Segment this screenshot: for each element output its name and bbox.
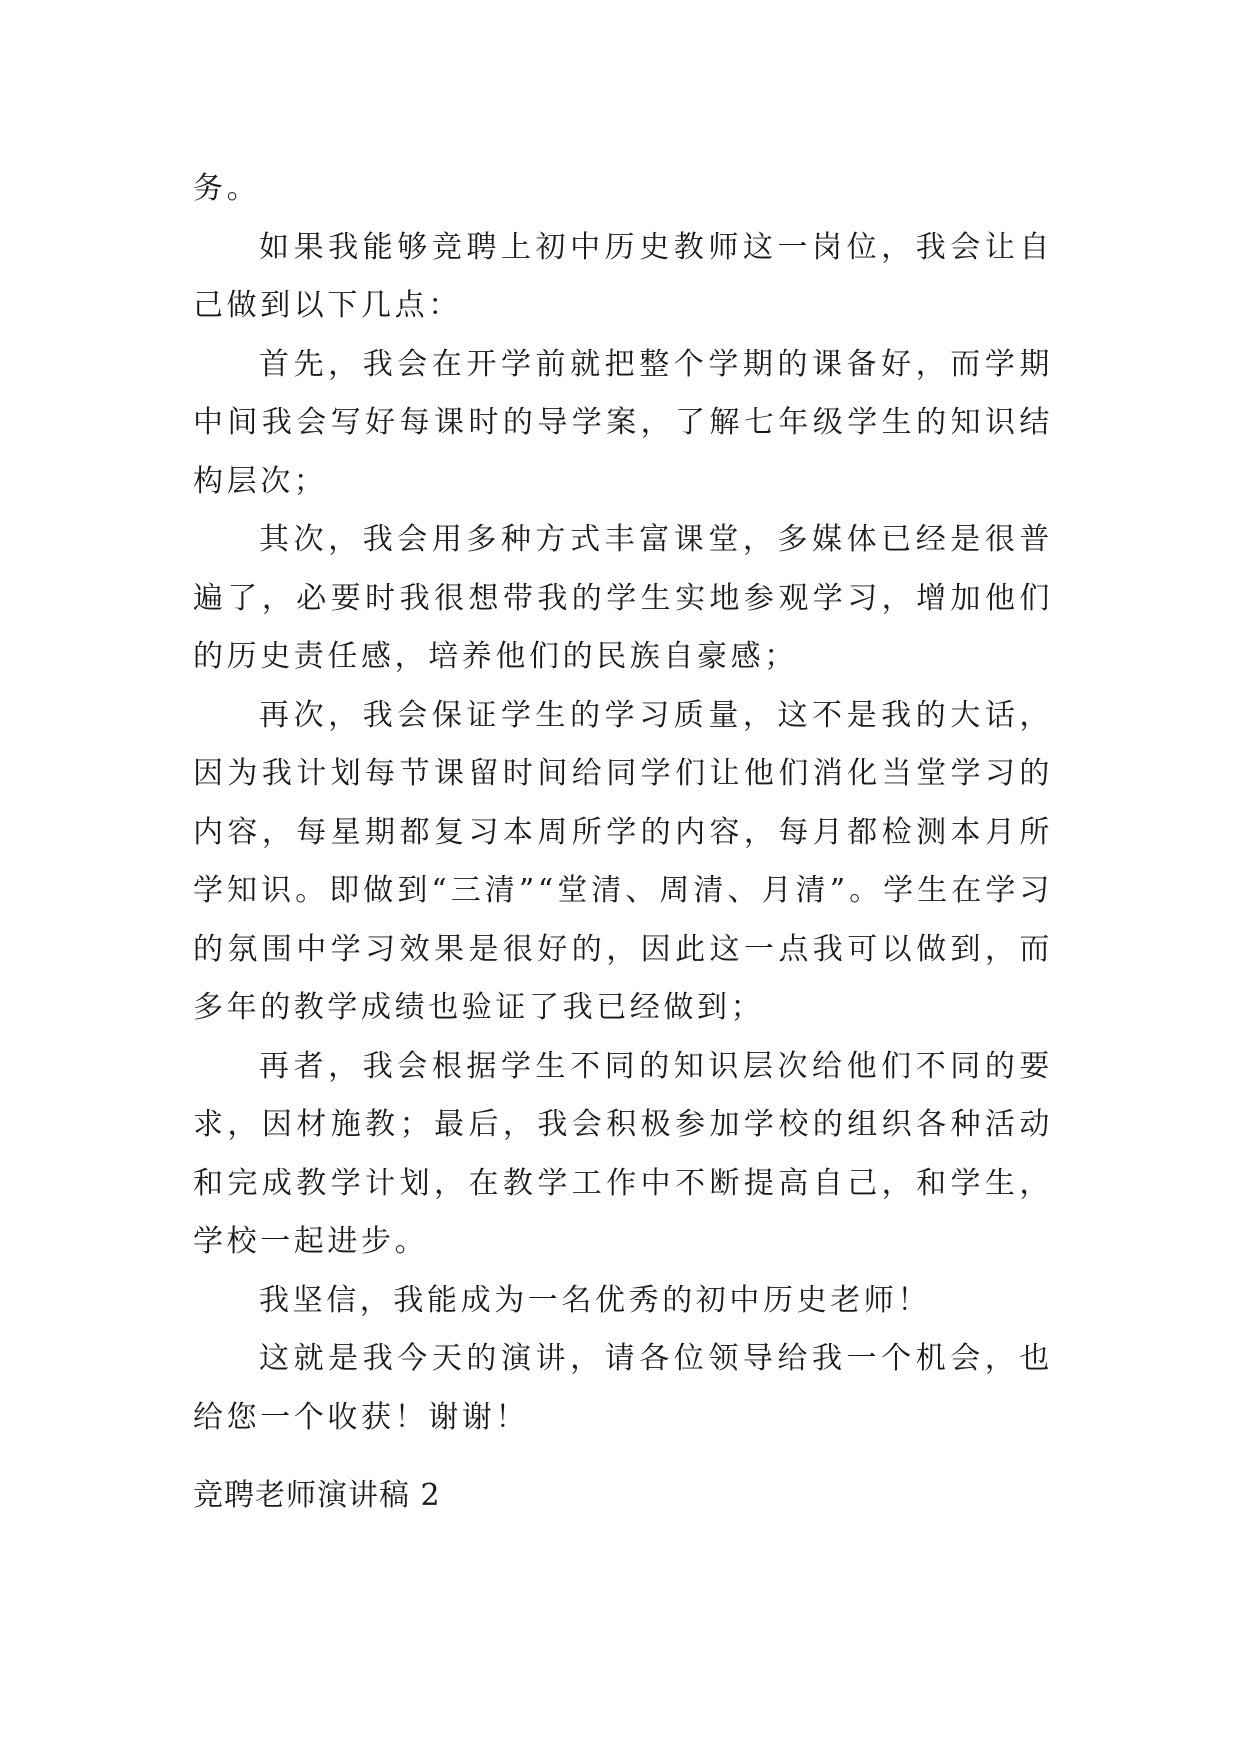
paragraph-first: 首先，我会在开学前就把整个学期的课备好，而学期中间我会写好每课时的导学案，了解七年级学生的知识结构层次； — [193, 346, 1053, 499]
section-heading: 竞聘老师演讲稿 2 — [193, 1478, 441, 1513]
document-body — [193, 160, 1053, 1447]
paragraph-third: 再次，我会保证学生的学习质量，这不是我的大话，因为我计划每节课留时间给同学们让他们消化当堂学习的内容，每星期都复习本周所学的内容，每月都检测本月所学知识。即做到“三清”“堂清、周清、月清”。学生在学习的氛围中学习效果是很好的，因此这一点我可以做到，而多年的教学成绩也验证了我已经做到； — [193, 697, 1053, 1025]
paragraph-belief: 我坚信，我能成为一名优秀的初中历史老师！ — [259, 1282, 931, 1318]
paragraph-continuation: 务。 — [193, 171, 261, 206]
paragraph-closing: 这就是我今天的演讲，请各位领导给我一个机会，也给您一个收获！谢谢！ — [193, 1341, 1053, 1435]
paragraph-fourth: 再者，我会根据学生不同的知识层次给他们不同的要求，因材施教；最后，我会积极参加学校的组织各种活动和完成教学计划，在教学工作中不断提高自己，和学生，学校一起进步。 — [193, 1048, 1053, 1259]
paragraph-intro: 如果我能够竞聘上初中历史教师这一岗位，我会让自己做到以下几点： — [193, 229, 1053, 323]
paragraph-second: 其次，我会用多种方式丰富课堂，多媒体已经是很普遍了，必要时我很想带我的学生实地参观学习，增加他们的历史责任感，培养他们的民族自豪感； — [193, 522, 1053, 674]
